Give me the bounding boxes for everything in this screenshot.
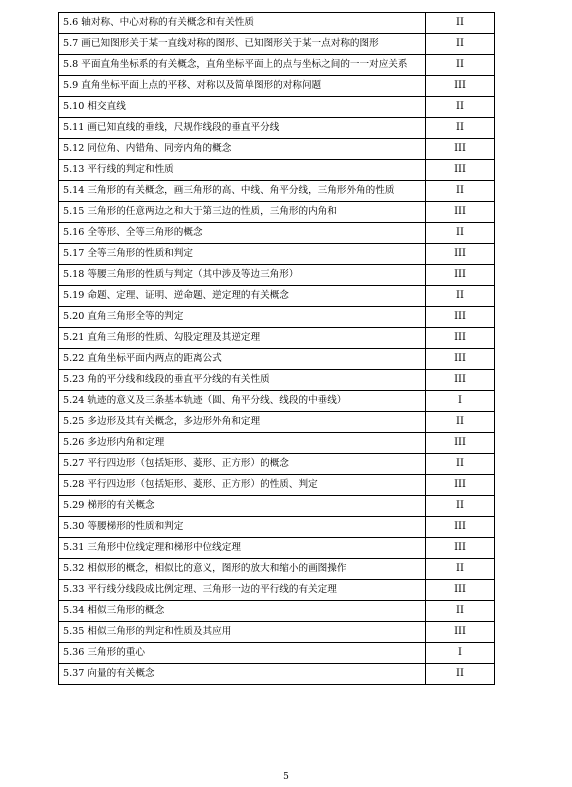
level-cell: III xyxy=(426,517,495,538)
topic-cell: 5.30 等腰梯形的性质和判定 xyxy=(59,517,426,538)
level-cell: III xyxy=(426,244,495,265)
level-cell: III xyxy=(426,76,495,97)
level-cell: III xyxy=(426,580,495,601)
table-row xyxy=(59,349,495,370)
topic-cell: 5.18 等腰三角形的性质与判定（其中涉及等边三角形） xyxy=(59,265,426,286)
level-cell: III xyxy=(426,202,495,223)
level-cell: II xyxy=(426,559,495,580)
topic-cell: 5.28 平行四边形（包括矩形、菱形、正方形）的性质、判定 xyxy=(59,475,426,496)
level-cell: II xyxy=(426,34,495,55)
level-cell: I xyxy=(426,643,495,664)
topic-cell: 5.37 向量的有关概念 xyxy=(59,664,426,685)
table-row xyxy=(59,118,495,139)
level-cell: III xyxy=(426,622,495,643)
topic-cell: 5.35 相似三角形的判定和性质及其应用 xyxy=(59,622,426,643)
level-cell: II xyxy=(426,13,495,34)
table-row xyxy=(59,244,495,265)
level-cell: III xyxy=(426,370,495,391)
topic-cell: 5.9 直角坐标平面上点的平移、对称以及简单图形的对称问题 xyxy=(59,76,426,97)
level-cell: III xyxy=(426,160,495,181)
table-body xyxy=(59,13,495,685)
level-cell: II xyxy=(426,286,495,307)
table-row xyxy=(59,580,495,601)
table-row xyxy=(59,391,495,412)
level-cell: III xyxy=(426,433,495,454)
table-row xyxy=(59,412,495,433)
syllabus-table xyxy=(58,12,495,685)
topic-cell: 5.6 轴对称、中心对称的有关概念和有关性质 xyxy=(59,13,426,34)
topic-cell: 5.11 画已知直线的垂线，尺规作线段的垂直平分线 xyxy=(59,118,426,139)
table-row xyxy=(59,286,495,307)
table-row xyxy=(59,328,495,349)
level-cell: II xyxy=(426,97,495,118)
level-cell: II xyxy=(426,118,495,139)
table-row xyxy=(59,223,495,244)
topic-cell: 5.19 命题、定理、证明、逆命题、逆定理的有关概念 xyxy=(59,286,426,307)
table-row xyxy=(59,559,495,580)
topic-cell: 5.33 平行线分线段成比例定理、三角形一边的平行线的有关定理 xyxy=(59,580,426,601)
topic-cell: 5.12 同位角、内错角、同旁内角的概念 xyxy=(59,139,426,160)
table-row xyxy=(59,160,495,181)
topic-cell: 5.21 直角三角形的性质、勾股定理及其逆定理 xyxy=(59,328,426,349)
table-row xyxy=(59,664,495,685)
table-row xyxy=(59,34,495,55)
level-cell: III xyxy=(426,475,495,496)
topic-cell: 5.14 三角形的有关概念，画三角形的高、中线、角平分线，三角形外角的性质 xyxy=(59,181,426,202)
table-row xyxy=(59,475,495,496)
level-cell: III xyxy=(426,349,495,370)
topic-cell: 5.24 轨迹的意义及三条基本轨迹（圆、角平分线、线段的中垂线） xyxy=(59,391,426,412)
topic-cell: 5.7 画已知图形关于某一直线对称的图形、已知图形关于某一点对称的图形 xyxy=(59,34,426,55)
topic-cell: 5.27 平行四边形（包括矩形、菱形、正方形）的概念 xyxy=(59,454,426,475)
topic-cell: 5.16 全等形、全等三角形的概念 xyxy=(59,223,426,244)
table-row xyxy=(59,97,495,118)
level-cell: II xyxy=(426,223,495,244)
table-row xyxy=(59,13,495,34)
topic-cell: 5.20 直角三角形全等的判定 xyxy=(59,307,426,328)
level-cell: I xyxy=(426,391,495,412)
table-row xyxy=(59,517,495,538)
level-cell: II xyxy=(426,454,495,475)
topic-cell: 5.36 三角形的重心 xyxy=(59,643,426,664)
topic-cell: 5.32 相似形的概念，相似比的意义，图形的放大和缩小的画图操作 xyxy=(59,559,426,580)
table-row xyxy=(59,202,495,223)
page-number: 5 xyxy=(283,772,289,782)
topic-cell: 5.13 平行线的判定和性质 xyxy=(59,160,426,181)
level-cell: III xyxy=(426,307,495,328)
topic-cell: 5.17 全等三角形的性质和判定 xyxy=(59,244,426,265)
topic-cell: 5.26 多边形内角和定理 xyxy=(59,433,426,454)
level-cell: II xyxy=(426,55,495,76)
table-row xyxy=(59,55,495,76)
table-row xyxy=(59,643,495,664)
level-cell: II xyxy=(426,496,495,517)
level-cell: III xyxy=(426,265,495,286)
level-cell: II xyxy=(426,412,495,433)
level-cell: III xyxy=(426,328,495,349)
topic-cell: 5.22 直角坐标平面内两点的距离公式 xyxy=(59,349,426,370)
table-row xyxy=(59,181,495,202)
table-row xyxy=(59,433,495,454)
topic-cell: 5.10 相交直线 xyxy=(59,97,426,118)
table-row xyxy=(59,307,495,328)
table-row xyxy=(59,265,495,286)
table-row xyxy=(59,601,495,622)
table-row xyxy=(59,139,495,160)
topic-cell: 5.31 三角形中位线定理和梯形中位线定理 xyxy=(59,538,426,559)
level-cell: II xyxy=(426,664,495,685)
level-cell: II xyxy=(426,601,495,622)
topic-cell: 5.29 梯形的有关概念 xyxy=(59,496,426,517)
table-row xyxy=(59,622,495,643)
table-row xyxy=(59,496,495,517)
topic-cell: 5.34 相似三角形的概念 xyxy=(59,601,426,622)
topic-cell: 5.25 多边形及其有关概念，多边形外角和定理 xyxy=(59,412,426,433)
topic-cell: 5.8 平面直角坐标系的有关概念，直角坐标平面上的点与坐标之间的一一对应关系 xyxy=(59,55,426,76)
level-cell: II xyxy=(426,181,495,202)
level-cell: III xyxy=(426,538,495,559)
table-row xyxy=(59,454,495,475)
topic-cell: 5.15 三角形的任意两边之和大于第三边的性质，三角形的内角和 xyxy=(59,202,426,223)
table-row xyxy=(59,76,495,97)
table-row xyxy=(59,370,495,391)
topic-cell: 5.23 角的平分线和线段的垂直平分线的有关性质 xyxy=(59,370,426,391)
table-row xyxy=(59,538,495,559)
level-cell: III xyxy=(426,139,495,160)
